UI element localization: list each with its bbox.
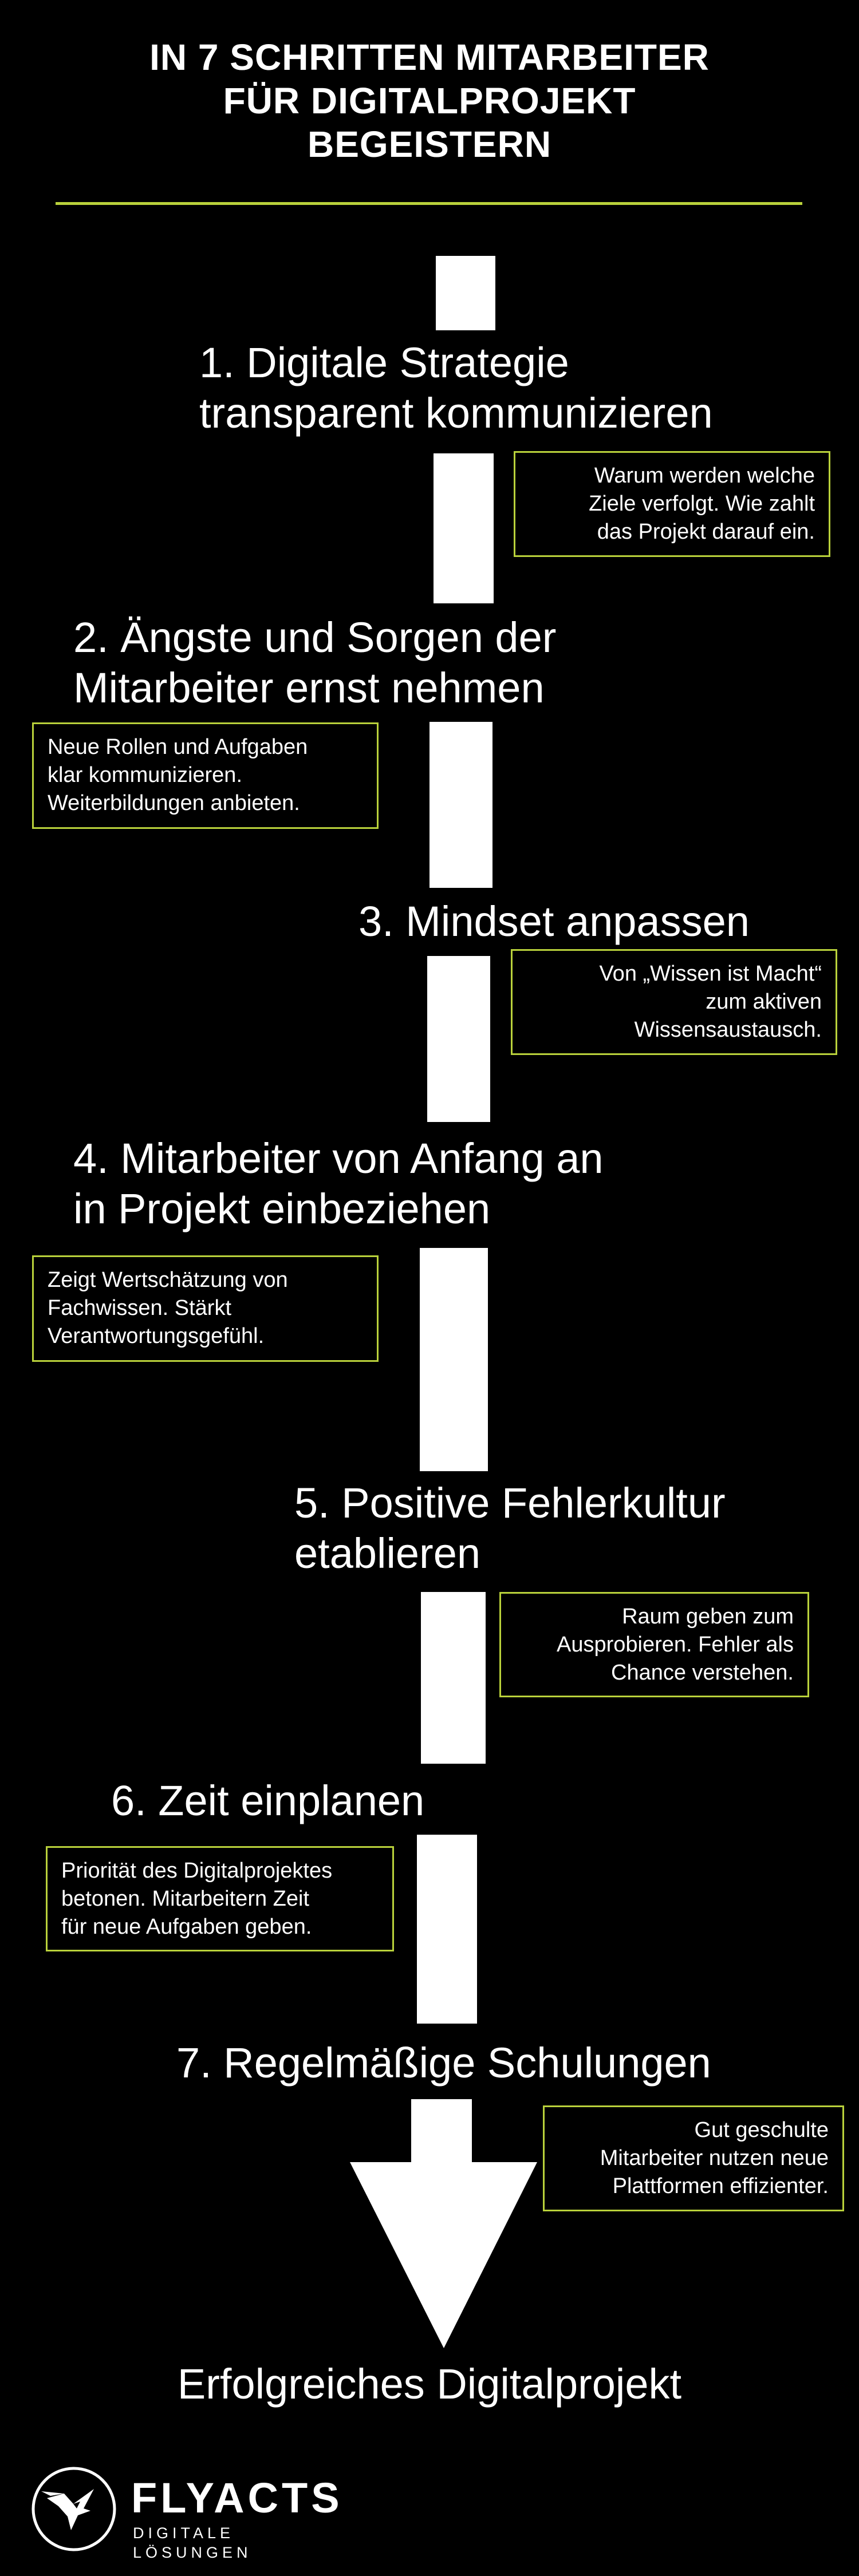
- step-title-3: [358, 896, 750, 947]
- step-title-line: 4. Mitarbeiter von Anfang an: [73, 1135, 604, 1182]
- note-line: Ziele verfolgt. Wie zahlt: [589, 492, 815, 516]
- step-title-line: in Projekt einbeziehen: [73, 1185, 491, 1232]
- step-note-3: [511, 949, 837, 1055]
- note-line: klar kommunizieren.: [48, 763, 242, 787]
- step-title-1: [199, 338, 713, 438]
- note-line: Zeigt Wertschätzung von: [48, 1268, 288, 1292]
- step-note-5: [499, 1592, 809, 1697]
- arrow-shaft: [411, 2099, 472, 2162]
- note-line: Priorität des Digitalprojektes: [61, 1859, 333, 1883]
- step-note-6: [46, 1846, 394, 1951]
- title-line: FÜR DIGITALPROJEKT: [223, 80, 636, 121]
- step-title-line: 2. Ängste und Sorgen der: [73, 614, 557, 661]
- note-line: Gut geschulte: [694, 2118, 829, 2142]
- note-line: das Projekt darauf ein.: [597, 520, 815, 544]
- step-title-line: 5. Positive Fehlerkultur: [294, 1479, 726, 1527]
- title-line: IN 7 SCHRITTEN MITARBEITER: [149, 37, 710, 78]
- step-title-line: transparent kommunizieren: [199, 389, 713, 437]
- step-title-5: [294, 1478, 726, 1579]
- note-line: betonen. Mitarbeitern Zeit: [61, 1887, 310, 1911]
- step-title-4: [73, 1133, 604, 1234]
- note-line: Chance verstehen.: [611, 1661, 794, 1685]
- step-title-2: [73, 613, 556, 713]
- hummingbird-icon: [31, 2466, 117, 2552]
- note-line: Wissensaustausch.: [634, 1018, 822, 1042]
- step-note-1: [514, 451, 830, 557]
- step-title-line: 7. Regelmäßige Schulungen: [176, 2039, 711, 2087]
- step-title-7: [176, 2038, 711, 2088]
- step-title-line: 1. Digitale Strategie: [199, 339, 569, 386]
- brand-name: FLYACTS: [131, 2474, 343, 2522]
- note-line: Von „Wissen ist Macht“: [599, 962, 822, 986]
- brand-tagline: DIGITALE LÖSUNGEN: [133, 2524, 252, 2561]
- arrow-head: [350, 2162, 537, 2348]
- title-line: BEGEISTERN: [307, 124, 552, 165]
- note-line: Weiterbildungen anbieten.: [48, 791, 300, 815]
- step-title-line: etablieren: [294, 1530, 481, 1577]
- note-line: zum aktiven: [706, 990, 822, 1014]
- note-line: für neue Aufgaben geben.: [61, 1915, 312, 1939]
- note-line: Ausprobieren. Fehler als: [557, 1633, 794, 1657]
- step-note-4: [32, 1255, 379, 1362]
- note-line: Mitarbeiter nutzen neue: [600, 2146, 829, 2170]
- step-title-6: [111, 1776, 424, 1826]
- note-line: Raum geben zum: [622, 1605, 794, 1629]
- step-title-line: 3. Mindset anpassen: [358, 898, 750, 945]
- note-line: Verantwortungsgefühl.: [48, 1324, 265, 1348]
- step-note-2: [32, 722, 379, 829]
- brand-logo: [31, 2466, 352, 2561]
- step-title-line: Mitarbeiter ernst nehmen: [73, 664, 545, 712]
- step-note-7: [543, 2105, 844, 2211]
- note-line: Fachwissen. Stärkt: [48, 1296, 231, 1320]
- note-line: Plattformen effizienter.: [612, 2174, 829, 2198]
- note-line: Warum werden welche: [594, 464, 815, 488]
- note-line: Neue Rollen und Aufgaben: [48, 735, 308, 759]
- step-title-line: 6. Zeit einplanen: [111, 1777, 425, 1824]
- result-label: Erfolgreiches Digitalprojekt: [177, 2360, 682, 2408]
